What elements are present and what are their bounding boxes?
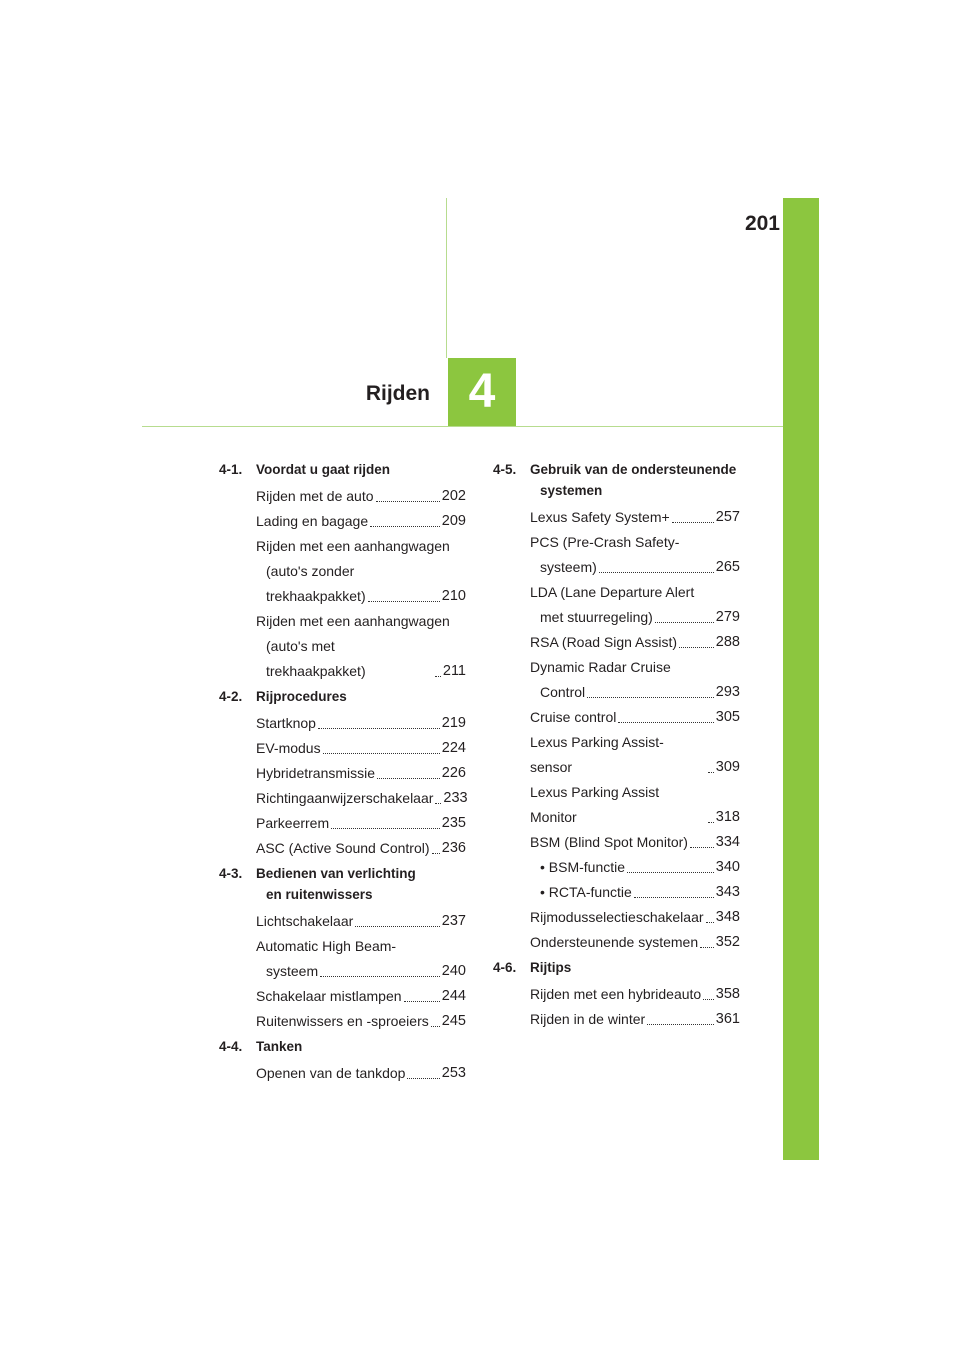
dot-leader — [634, 897, 714, 898]
entry-label: Richtingaanwijzerschakelaar — [256, 790, 434, 806]
entry-page: 240 — [441, 963, 466, 979]
section-title: Tanken — [256, 1039, 303, 1054]
dot-leader — [708, 822, 714, 823]
entry-page: 219 — [441, 715, 466, 731]
entry-page: 226 — [441, 765, 466, 781]
section-number: 4-3. — [219, 866, 243, 881]
entry-label: Schakelaar mistlampen — [256, 988, 402, 1004]
dot-leader — [355, 926, 440, 927]
entry-label: Rijden in de winter — [530, 1011, 646, 1027]
entry-last-line — [256, 634, 466, 684]
entry-label: Lexus Parking Assist-sensor — [530, 734, 664, 775]
dot-leader — [431, 1026, 440, 1027]
section-number: 4-5. — [493, 462, 517, 477]
toc-entry[interactable] — [530, 930, 740, 955]
entry-label-continued: systeem) — [540, 559, 597, 575]
entry-label: Automatic High Beam- — [256, 938, 397, 954]
entry-label: Parkeerrem — [256, 815, 330, 831]
toc-entry[interactable] — [530, 630, 740, 655]
section-title-continued: en ruitenwissers — [266, 887, 373, 902]
section-title: Voordat u gaat rijden — [256, 462, 391, 477]
entry-page: 348 — [715, 909, 740, 925]
entry-label: Rijden met een hybrideauto — [530, 986, 702, 1002]
entry-page: 293 — [715, 684, 740, 700]
section-number: 4-1. — [219, 462, 243, 477]
toc-section — [219, 863, 466, 1034]
entry-page: 305 — [715, 709, 740, 725]
toc-entry[interactable] — [256, 836, 466, 861]
entry-label-continued: trekhaakpakket) — [266, 588, 366, 604]
section-title: Rijtips — [530, 960, 572, 975]
entry-page: 237 — [441, 913, 466, 929]
dot-leader — [404, 1001, 440, 1002]
dot-leader — [435, 676, 441, 677]
entry-label: PCS (Pre-Crash Safety- — [530, 534, 680, 550]
entry-page: 334 — [715, 834, 740, 850]
entry-page: 343 — [715, 884, 740, 900]
entry-last-line — [256, 959, 466, 984]
dot-leader — [323, 753, 440, 754]
dot-leader — [627, 872, 714, 873]
toc-entry[interactable] — [256, 811, 466, 836]
entry-page: 279 — [715, 609, 740, 625]
header-vertical-rule — [446, 198, 447, 358]
entry-label: Lichtschakelaar — [256, 913, 354, 929]
dot-leader — [647, 1024, 714, 1025]
entry-page: 224 — [441, 740, 466, 756]
dot-leader — [679, 647, 714, 648]
section-title-continued: systemen — [540, 483, 603, 498]
toc-entry[interactable] — [256, 534, 466, 609]
section-number: 4-6. — [493, 960, 517, 975]
entry-label: Lexus Parking Assist Monitor — [530, 784, 660, 825]
entry-label: Rijmodusselectieschakelaar — [530, 909, 704, 925]
entry-last-line — [530, 680, 740, 705]
entry-label-continued: Control — [540, 684, 586, 700]
entry-page: 288 — [715, 634, 740, 650]
entry-label: Hybridetransmissie — [256, 765, 376, 781]
entry-page: 233 — [443, 790, 468, 806]
dot-leader — [318, 728, 440, 729]
entry-page: 309 — [715, 759, 740, 775]
toc-entry[interactable] — [256, 484, 466, 509]
entry-page: 253 — [441, 1065, 466, 1081]
entry-label: Openen van de tankdop — [256, 1065, 406, 1081]
section-title: Rijprocedures — [256, 689, 347, 704]
chapter-side-tab — [783, 198, 819, 1160]
entry-last-line — [530, 605, 740, 630]
entry-page: 352 — [715, 934, 740, 950]
toc-entry[interactable] — [256, 786, 466, 811]
entry-label: • BSM-functie — [540, 859, 626, 875]
entry-last-line — [256, 584, 466, 609]
toc-entry[interactable] — [530, 530, 740, 580]
toc-entry[interactable] — [256, 509, 466, 534]
toc-entry[interactable] — [256, 1009, 466, 1034]
toc-entry[interactable] — [256, 984, 466, 1009]
page-number: 201 — [744, 212, 780, 235]
entry-label: Lading en bagage — [256, 513, 369, 529]
toc-entry[interactable] — [530, 905, 740, 930]
entry-page: 236 — [441, 840, 466, 856]
section-title: Gebruik van de ondersteunende — [530, 462, 737, 477]
dot-leader — [672, 522, 714, 523]
dot-leader — [618, 722, 713, 723]
toc-entry[interactable] — [256, 736, 466, 761]
toc-entry[interactable] — [530, 705, 740, 730]
entry-page: 361 — [715, 1011, 740, 1027]
dot-leader — [655, 622, 714, 623]
entry-label: Dynamic Radar Cruise — [530, 659, 671, 675]
toc-entry[interactable] — [530, 730, 740, 780]
entry-label: EV-modus — [256, 740, 321, 756]
dot-leader — [708, 772, 714, 773]
entry-label: Rijden met de auto — [256, 488, 374, 504]
dot-leader — [407, 1078, 439, 1079]
entry-page: 265 — [715, 559, 740, 575]
toc-entry[interactable] — [256, 1061, 466, 1086]
dot-leader — [377, 778, 440, 779]
chapter-title: Rijden — [365, 382, 430, 405]
entry-label: Ondersteunende systemen — [530, 934, 699, 950]
entry-page: 235 — [441, 815, 466, 831]
entry-page: 245 — [441, 1013, 466, 1029]
entry-label: Startknop — [256, 715, 316, 731]
chapter-number-box — [448, 358, 516, 426]
section-heading — [493, 957, 740, 978]
entry-page: 358 — [715, 986, 740, 1002]
toc-entry[interactable] — [540, 880, 740, 905]
dot-leader — [587, 697, 714, 698]
toc-entry[interactable] — [530, 982, 740, 1007]
entry-label-continued: (auto's zonder — [266, 563, 355, 579]
toc-entry[interactable] — [540, 855, 740, 880]
entry-label: Rijden met een aanhangwagen — [256, 538, 450, 554]
dot-leader — [370, 526, 440, 527]
toc-entry[interactable] — [256, 909, 466, 934]
section-heading — [219, 686, 466, 707]
toc-entry[interactable] — [530, 505, 740, 530]
section-heading — [493, 459, 740, 501]
toc-entry[interactable] — [530, 780, 740, 830]
entry-label-continued: systeem — [266, 963, 319, 979]
toc-section — [219, 1036, 466, 1086]
dot-leader — [599, 572, 714, 573]
dot-leader — [706, 922, 714, 923]
dot-leader — [331, 828, 440, 829]
entry-last-line — [530, 555, 740, 580]
toc-right-column — [493, 459, 740, 1034]
dot-leader — [435, 803, 441, 804]
dot-leader — [368, 601, 440, 602]
toc-entry[interactable] — [256, 761, 466, 786]
entry-page: 210 — [441, 588, 466, 604]
entry-label: Rijden met een aanhangwagen — [256, 613, 450, 629]
section-number: 4-4. — [219, 1039, 243, 1054]
toc-section — [219, 459, 466, 684]
entry-label: ASC (Active Sound Control) — [256, 840, 430, 856]
toc-section — [493, 957, 740, 1032]
entry-label-continued: met stuurregeling) — [540, 609, 653, 625]
chapter-number: 4 — [468, 365, 496, 418]
section-heading — [219, 459, 466, 480]
entry-label: Cruise control — [530, 709, 617, 725]
toc-entry[interactable] — [256, 609, 466, 684]
dot-leader — [703, 999, 714, 1000]
entry-page: 340 — [715, 859, 740, 875]
toc-section — [219, 686, 466, 861]
entry-label: LDA (Lane Departure Alert — [530, 584, 695, 600]
entry-page: 209 — [441, 513, 466, 529]
section-heading — [219, 1036, 466, 1057]
entry-label: RSA (Road Sign Assist) — [530, 634, 678, 650]
entry-label-continued: (auto's met trekhaakpakket) — [266, 638, 366, 679]
entry-label: Lexus Safety System+ — [530, 509, 670, 525]
section-number: 4-2. — [219, 689, 243, 704]
toc-section — [493, 459, 740, 955]
header-horizontal-rule — [142, 426, 783, 427]
dot-leader — [432, 853, 440, 854]
toc-entry[interactable] — [530, 655, 740, 705]
dot-leader — [690, 847, 714, 848]
toc-entry[interactable] — [530, 1007, 740, 1032]
entry-label: BSM (Blind Spot Monitor) — [530, 834, 688, 850]
entry-page: 244 — [441, 988, 466, 1004]
section-heading — [219, 863, 466, 905]
entry-page: 318 — [715, 809, 740, 825]
entry-label: Ruitenwissers en -sproeiers — [256, 1013, 429, 1029]
dot-leader — [700, 947, 714, 948]
toc-left-column — [219, 459, 466, 1088]
entry-label: • RCTA-functie — [540, 884, 632, 900]
toc-entry[interactable] — [256, 934, 466, 984]
dot-leader — [320, 976, 440, 977]
entry-page: 257 — [715, 509, 740, 525]
toc-entry[interactable] — [256, 711, 466, 736]
toc-entry[interactable] — [530, 580, 740, 630]
dot-leader — [376, 501, 440, 502]
entry-page: 202 — [441, 488, 466, 504]
entry-page: 211 — [442, 663, 466, 679]
section-title: Bedienen van verlichting — [256, 866, 416, 881]
toc-entry[interactable] — [530, 830, 740, 855]
